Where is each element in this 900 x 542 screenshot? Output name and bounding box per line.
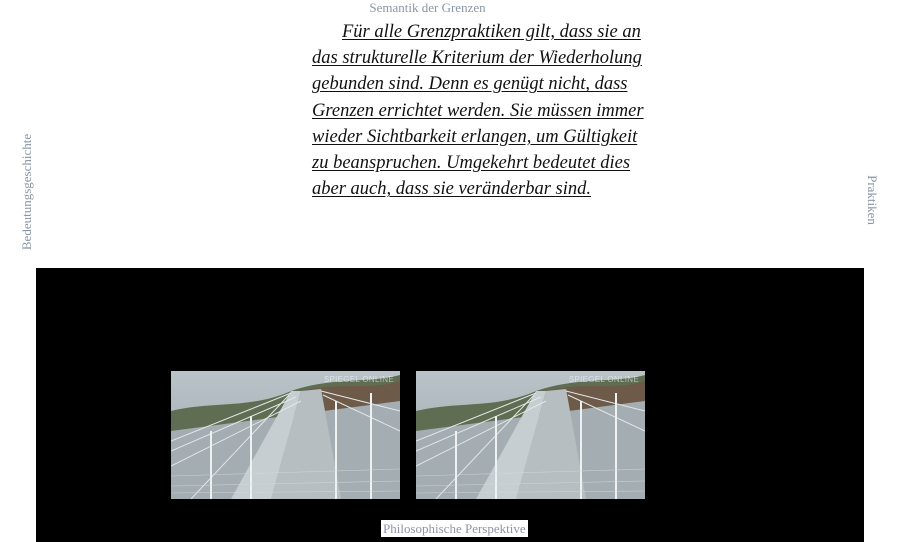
border-fence-image (171, 371, 400, 499)
page-title: Semantik der Grenzen (369, 0, 486, 15)
video-frame-left (171, 371, 400, 499)
quote-text: Für alle Grenzpraktiken gilt, dass sie an das strukturelle Kriterium der Wiederholung gebunden sind. Denn es genügt nicht, dass Grenzen errichtet werden. Sie müssen immer wieder Sichtbarkeit erlangen, um Gültigkeit zu beanspruchen. Umgekehrt bedeutet dies aber auch, dass sie veränderbar sind. (312, 22, 644, 200)
video-player[interactable] (36, 268, 864, 542)
nav-link-philosophische-perspektive[interactable]: Philosophische Perspektive (383, 521, 526, 536)
nav-link-praktiken[interactable]: Praktiken (865, 175, 880, 225)
video-watermark: SPIEGEL ONLINE (323, 375, 394, 384)
border-fence-image (416, 371, 645, 499)
video-frame-right (416, 371, 645, 499)
video-watermark: SPIEGEL ONLINE (568, 375, 639, 384)
nav-link-bedeutungsgeschichte[interactable]: Bedeutungsgeschichte (19, 133, 34, 251)
